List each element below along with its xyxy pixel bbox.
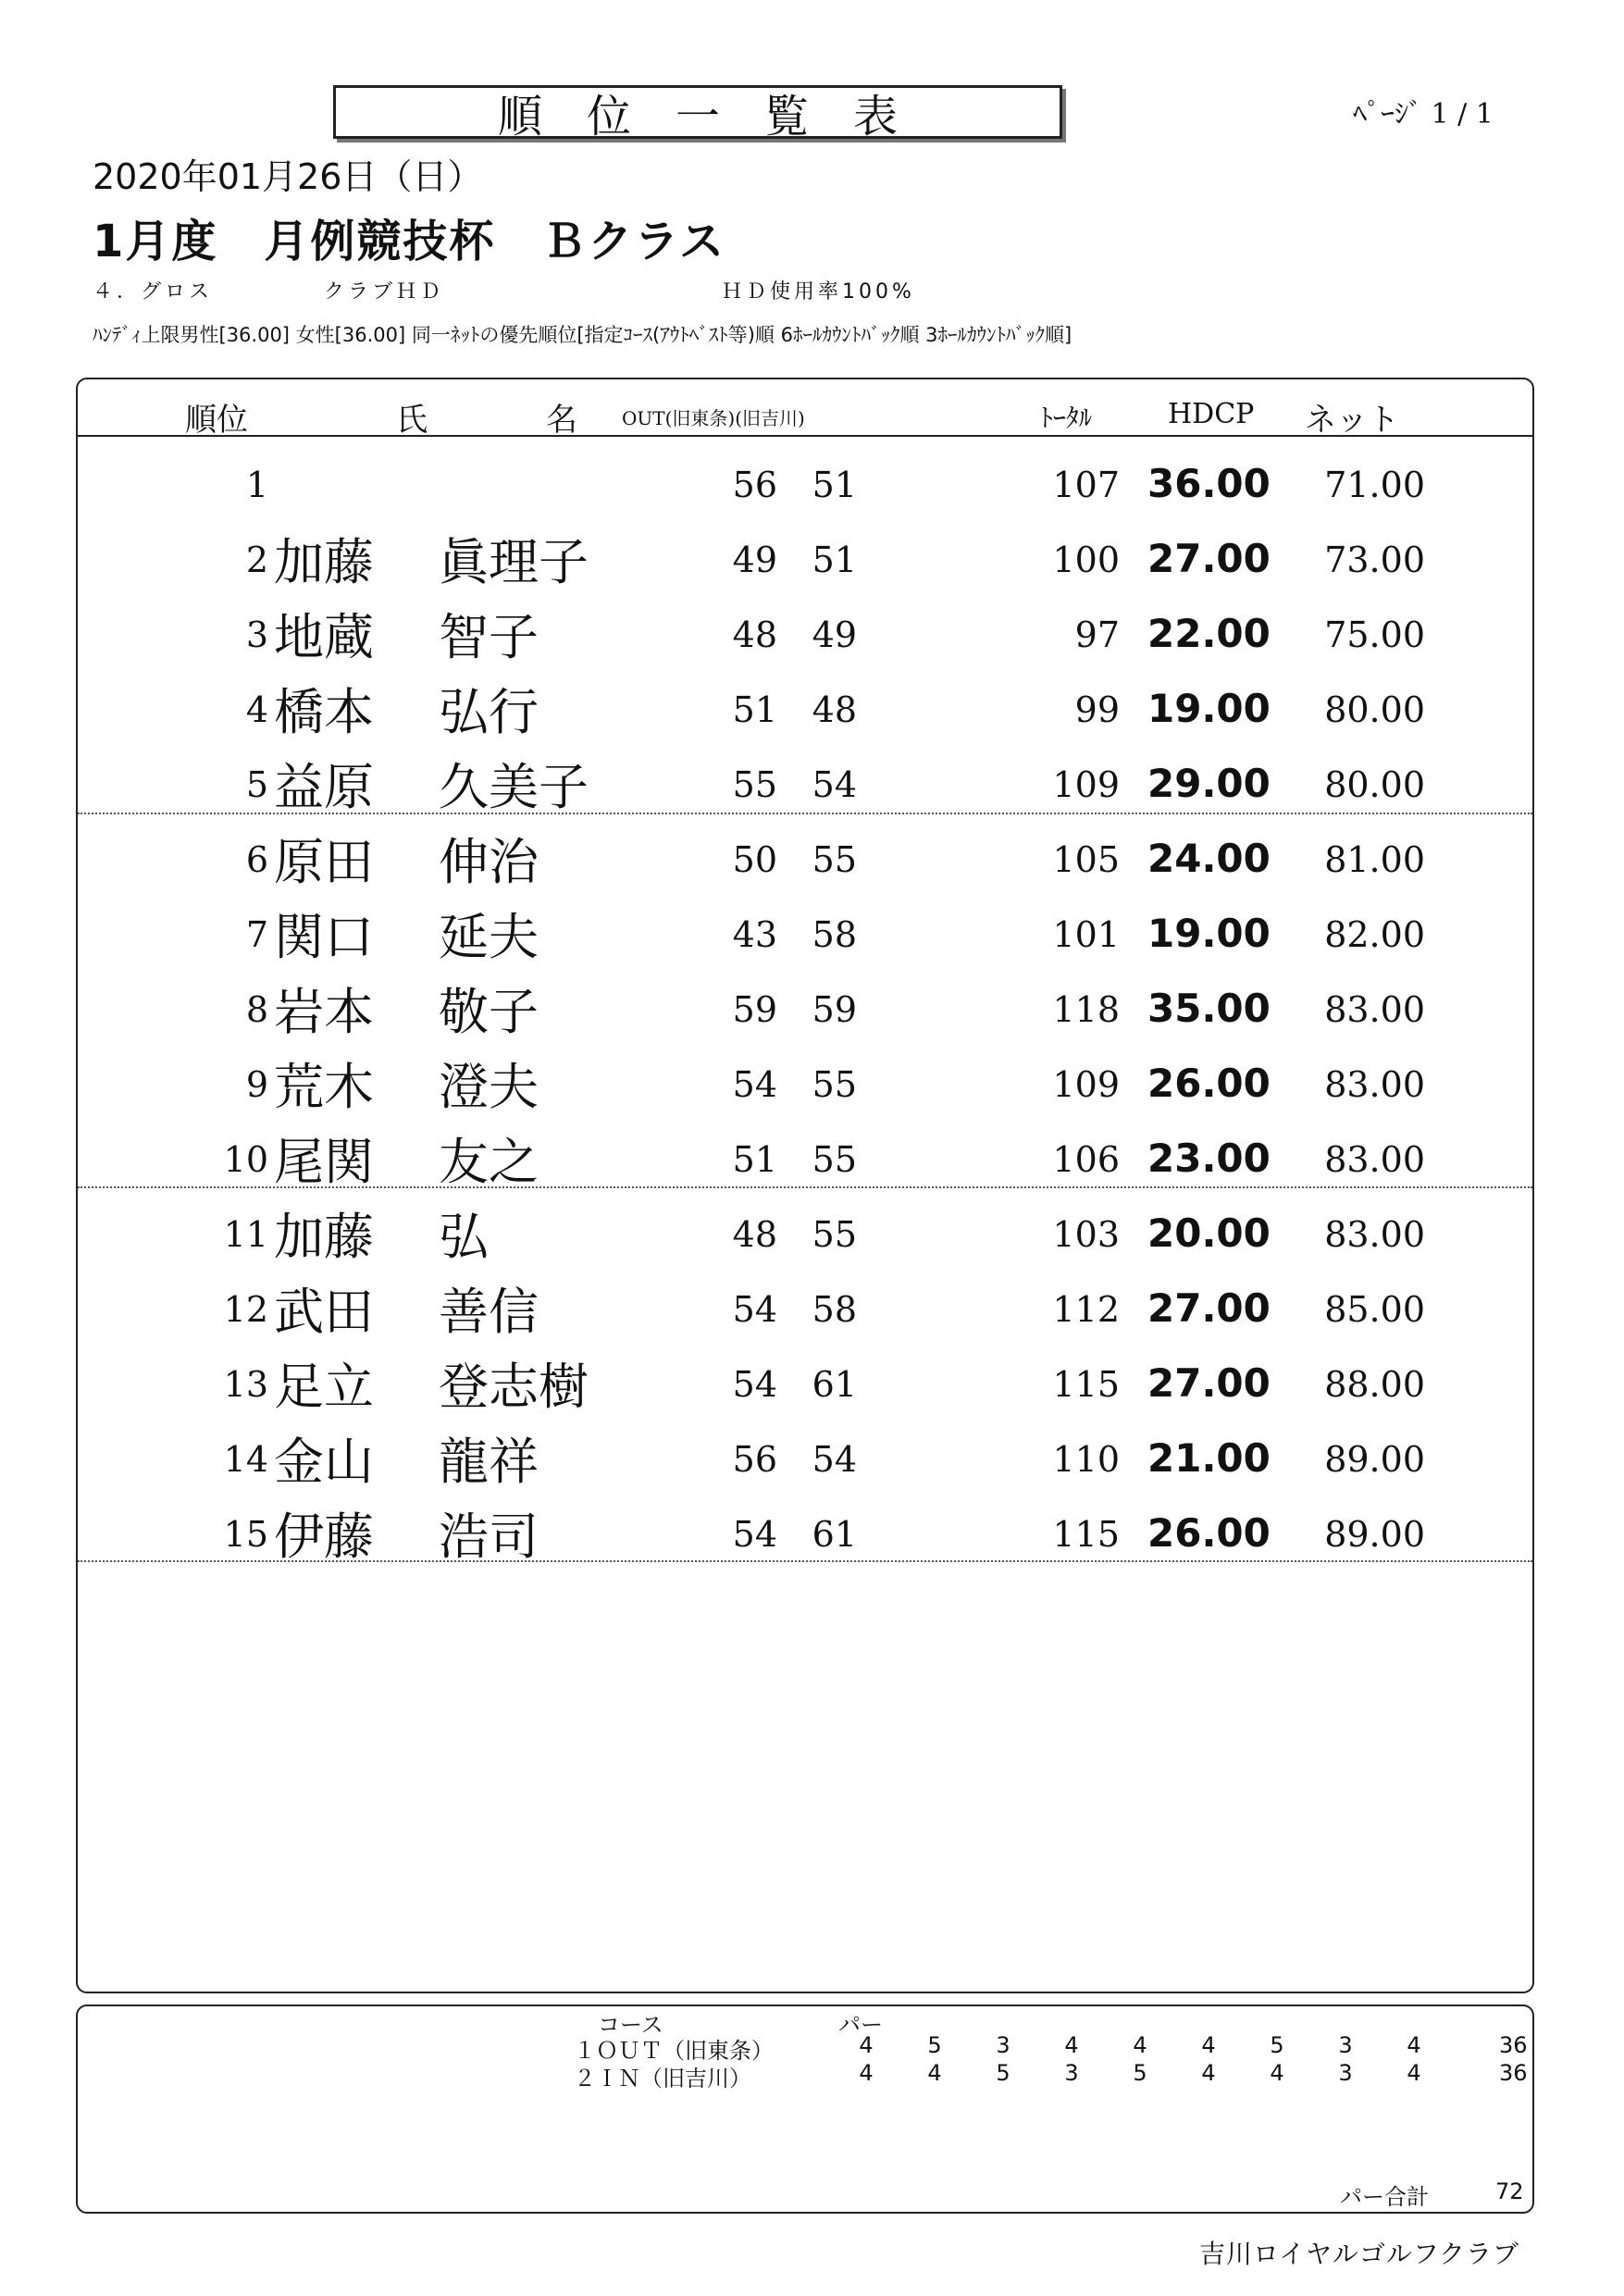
last-name: 加藤 — [274, 1208, 374, 1266]
total-score: 107 — [1052, 465, 1120, 505]
net-score: 80.00 — [1324, 689, 1425, 730]
rank-cell: 8 — [245, 989, 268, 1030]
total-score: 103 — [1052, 1214, 1120, 1255]
document-title: 順位一覧表 — [333, 85, 1062, 139]
course-par-total: 36 — [1499, 2032, 1528, 2058]
total-score: 118 — [1052, 989, 1120, 1030]
first-name: 敬子 — [439, 983, 539, 1041]
header-divider — [78, 435, 1532, 437]
rank-cell: 13 — [223, 1364, 268, 1405]
table-row — [0, 823, 1624, 897]
rank-cell: 2 — [245, 540, 268, 580]
table-row — [0, 448, 1624, 522]
col-header-hdcp: HDCP — [1168, 398, 1255, 430]
hole-par: 4 — [859, 2032, 874, 2058]
hdcp-value: 21.00 — [1147, 1435, 1271, 1481]
hole-par: 3 — [1338, 2032, 1353, 2058]
last-name: 岩本 — [274, 983, 374, 1041]
hole-par: 4 — [1201, 2032, 1216, 2058]
total-score: 109 — [1052, 764, 1120, 805]
net-score: 89.00 — [1324, 1514, 1425, 1555]
last-name: 伊藤 — [274, 1508, 374, 1566]
in-score: 55 — [812, 1139, 857, 1180]
hdcp-value: 36.00 — [1147, 461, 1271, 506]
rank-cell: 12 — [223, 1289, 268, 1330]
in-score: 59 — [812, 989, 857, 1030]
total-score: 99 — [1074, 689, 1120, 730]
net-score: 83.00 — [1324, 1139, 1425, 1180]
table-row — [0, 1347, 1624, 1421]
col-header-total: ﾄｰﾀﾙ — [1040, 403, 1093, 433]
course-frame — [76, 2004, 1534, 2214]
table-row — [0, 1198, 1624, 1272]
hdcp-value: 24.00 — [1147, 836, 1271, 881]
last-name: 足立 — [274, 1358, 374, 1416]
last-name: 原田 — [274, 833, 374, 891]
out-score: 59 — [732, 989, 777, 1030]
col-header-rank: 順位 — [185, 402, 248, 439]
total-score: 109 — [1052, 1064, 1120, 1105]
last-name: 関口 — [274, 908, 374, 966]
total-score: 105 — [1052, 839, 1120, 880]
col-header-name-2: 名 — [546, 402, 577, 439]
last-name: 加藤 — [274, 533, 374, 591]
out-score: 56 — [732, 465, 777, 505]
total-score: 115 — [1052, 1514, 1120, 1555]
first-name: 友之 — [439, 1133, 539, 1191]
last-name: 益原 — [274, 758, 374, 816]
hole-par: 4 — [1064, 2032, 1079, 2058]
hole-par: 4 — [1407, 2032, 1421, 2058]
first-name: 登志樹 — [439, 1358, 589, 1416]
net-score: 75.00 — [1324, 614, 1425, 655]
last-name: 尾関 — [274, 1133, 374, 1191]
total-score: 115 — [1052, 1364, 1120, 1405]
table-row — [0, 898, 1624, 972]
hole-par: 4 — [1201, 2060, 1216, 2086]
in-score: 48 — [812, 689, 857, 730]
first-name: 澄夫 — [439, 1058, 539, 1116]
in-score: 61 — [812, 1364, 857, 1405]
out-score: 55 — [732, 764, 777, 805]
out-score: 54 — [732, 1064, 777, 1105]
col-header-name-1: 氏 — [396, 402, 428, 439]
net-score: 83.00 — [1324, 989, 1425, 1030]
out-score: 49 — [732, 540, 777, 580]
table-row — [0, 1422, 1624, 1496]
handicap-type: クラブＨＤ — [324, 280, 445, 304]
course-label: コース — [598, 2012, 663, 2038]
in-score: 51 — [812, 465, 857, 505]
col-header-out-in: OUT(旧東条)(旧吉川) — [622, 407, 805, 429]
in-score: 61 — [812, 1514, 857, 1555]
handicap-rate: ＨＤ使用率100% — [722, 280, 915, 304]
handicap-conditions: ﾊﾝﾃﾞｨ上限男性[36.00] 女性[36.00] 同一ﾈｯﾄの優先順位[指定ｺｰｽ(ｱｳﾄﾍﾞｽﾄ等)順 6ﾎｰﾙｶｳﾝﾄﾊﾞｯｸ順 3ﾎｰﾙｶｳﾝﾄﾊﾞｯｸ順] — [93, 324, 1072, 346]
out-score: 56 — [732, 1439, 777, 1480]
rank-cell: 5 — [245, 764, 268, 805]
net-score: 88.00 — [1324, 1364, 1425, 1405]
net-score: 73.00 — [1324, 540, 1425, 580]
hole-par: 4 — [1133, 2032, 1147, 2058]
net-score: 82.00 — [1324, 914, 1425, 955]
first-name: 伸治 — [439, 833, 539, 891]
last-name: 橋本 — [274, 683, 374, 741]
rank-cell: 9 — [245, 1064, 268, 1105]
out-score: 51 — [732, 1139, 777, 1180]
hole-par: 5 — [927, 2032, 942, 2058]
rank-cell: 4 — [245, 689, 268, 730]
total-score: 97 — [1074, 614, 1120, 655]
page-indicator: ﾍﾟｰｼﾞ 1 / 1 — [1353, 98, 1494, 130]
table-row — [0, 1048, 1624, 1122]
scoring-format: ４．グロス — [93, 280, 214, 304]
hdcp-value: 27.00 — [1147, 1360, 1271, 1406]
rank-cell: 6 — [245, 839, 268, 880]
hdcp-value: 19.00 — [1147, 911, 1271, 956]
hole-par: 5 — [1133, 2060, 1147, 2086]
rank-cell: 3 — [245, 614, 268, 655]
in-score: 54 — [812, 1439, 857, 1480]
table-row — [0, 598, 1624, 672]
net-score: 83.00 — [1324, 1064, 1425, 1105]
hole-par: 5 — [1270, 2032, 1284, 2058]
out-score: 54 — [732, 1514, 777, 1555]
hdcp-value: 27.00 — [1147, 536, 1271, 581]
total-score: 100 — [1052, 540, 1120, 580]
net-score: 89.00 — [1324, 1439, 1425, 1480]
last-name: 地蔵 — [274, 608, 374, 666]
net-score: 81.00 — [1324, 839, 1425, 880]
in-score: 49 — [812, 614, 857, 655]
last-name: 武田 — [274, 1283, 374, 1341]
hdcp-value: 20.00 — [1147, 1210, 1271, 1256]
hdcp-value: 27.00 — [1147, 1285, 1271, 1331]
first-name: 善信 — [439, 1283, 539, 1341]
table-row — [0, 1123, 1624, 1197]
first-name: 龍祥 — [439, 1433, 539, 1491]
table-row — [0, 1497, 1624, 1571]
par-total-value: 72 — [1495, 2178, 1524, 2204]
first-name: 眞理子 — [439, 533, 589, 591]
rank-cell: 15 — [223, 1514, 268, 1555]
hole-par: 5 — [996, 2060, 1010, 2086]
first-name: 延夫 — [439, 908, 539, 966]
total-score: 101 — [1052, 914, 1120, 955]
hdcp-value: 23.00 — [1147, 1136, 1271, 1181]
in-score: 58 — [812, 914, 857, 955]
total-score: 112 — [1052, 1289, 1120, 1330]
course-name: ２ＩＮ（旧吉川） — [574, 2066, 751, 2091]
out-score: 48 — [732, 614, 777, 655]
first-name: 久美子 — [439, 758, 589, 816]
hdcp-value: 35.00 — [1147, 986, 1271, 1031]
hdcp-value: 19.00 — [1147, 686, 1271, 731]
out-score: 50 — [732, 839, 777, 880]
rank-cell: 7 — [245, 914, 268, 955]
hdcp-value: 22.00 — [1147, 611, 1271, 656]
table-row — [0, 523, 1624, 597]
hole-par: 3 — [1064, 2060, 1079, 2086]
hole-par: 4 — [1270, 2060, 1284, 2086]
out-score: 54 — [732, 1364, 777, 1405]
in-score: 55 — [812, 1214, 857, 1255]
hdcp-value: 26.00 — [1147, 1061, 1271, 1106]
hole-par: 4 — [927, 2060, 942, 2086]
par-total-label: パー合計 — [1340, 2184, 1429, 2210]
table-row — [0, 1272, 1624, 1347]
in-score: 55 — [812, 839, 857, 880]
net-score: 83.00 — [1324, 1214, 1425, 1255]
col-header-net: ネット — [1305, 402, 1399, 439]
last-name: 金山 — [274, 1433, 374, 1491]
hole-par: 3 — [1338, 2060, 1353, 2086]
out-score: 51 — [732, 689, 777, 730]
club-name: 吉川ロイヤルゴルフクラブ — [1199, 2239, 1520, 2269]
rank-cell: 11 — [223, 1214, 268, 1255]
first-name: 浩司 — [439, 1508, 539, 1566]
hdcp-value: 29.00 — [1147, 761, 1271, 806]
out-score: 48 — [732, 1214, 777, 1255]
total-score: 110 — [1052, 1439, 1120, 1480]
net-score: 85.00 — [1324, 1289, 1425, 1330]
hole-par: 3 — [996, 2032, 1010, 2058]
net-score: 80.00 — [1324, 764, 1425, 805]
table-row — [0, 748, 1624, 822]
hole-par: 4 — [859, 2060, 874, 2086]
competition-name: 1月度 月例競技杯 Ｂクラス — [93, 216, 725, 267]
last-name: 荒木 — [274, 1058, 374, 1116]
first-name: 弘行 — [439, 683, 539, 741]
course-par-total: 36 — [1499, 2060, 1528, 2086]
net-score: 71.00 — [1324, 465, 1425, 505]
total-score: 106 — [1052, 1139, 1120, 1180]
table-row — [0, 973, 1624, 1047]
out-score: 54 — [732, 1289, 777, 1330]
table-row — [0, 673, 1624, 747]
event-date: 2020年01月26日（日） — [93, 156, 483, 197]
rank-cell: 10 — [223, 1139, 268, 1180]
in-score: 58 — [812, 1289, 857, 1330]
hdcp-value: 26.00 — [1147, 1510, 1271, 1556]
course-name: １ＯＵＴ（旧東条） — [574, 2038, 774, 2064]
out-score: 43 — [732, 914, 777, 955]
in-score: 55 — [812, 1064, 857, 1105]
in-score: 51 — [812, 540, 857, 580]
first-name: 弘 — [439, 1208, 489, 1266]
hole-par: 4 — [1407, 2060, 1421, 2086]
first-name: 智子 — [439, 608, 539, 666]
rank-cell: 14 — [223, 1439, 268, 1480]
in-score: 54 — [812, 764, 857, 805]
par-label: パー — [838, 2012, 883, 2038]
rank-cell: 1 — [245, 465, 268, 505]
